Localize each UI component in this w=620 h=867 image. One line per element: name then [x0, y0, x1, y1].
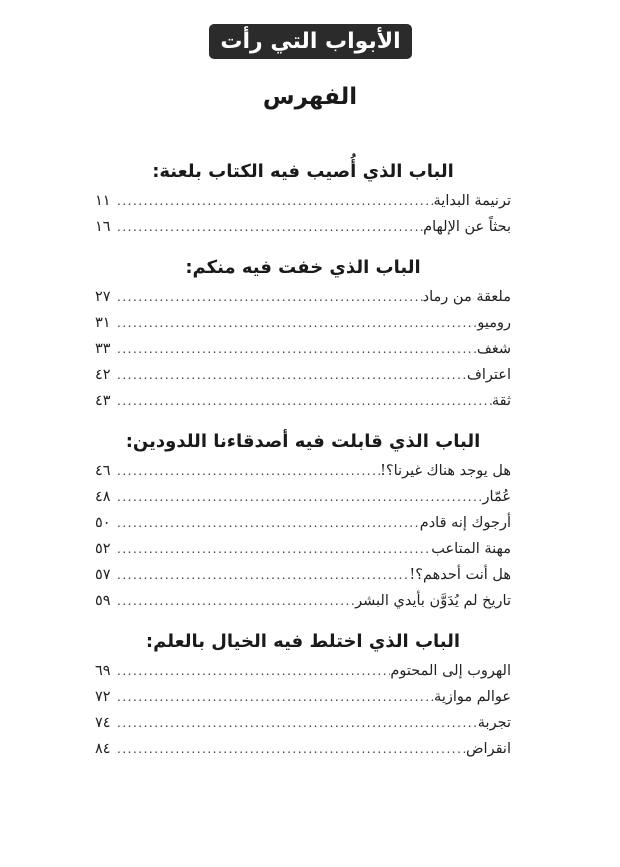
section-heading: الباب الذي اختلط فيه الخيال بالعلم: — [145, 631, 461, 652]
entry-page-number: ١١ — [95, 193, 111, 209]
entry-title: شغف — [476, 341, 511, 357]
dot-leader — [117, 188, 434, 214]
page-title: الفهرس — [262, 84, 358, 110]
entry-title: روميو — [477, 315, 511, 331]
entry-page-number: ٢٧ — [95, 289, 111, 305]
toc-section — [95, 156, 511, 240]
entry-title: ملعقة من رماد — [422, 289, 511, 305]
entry-title: مهنة المتاعب — [431, 541, 511, 557]
toc-section — [95, 626, 511, 762]
entry-title: تاريخ لم يُدَوَّن بأيدي البشر — [355, 593, 511, 609]
entry-page-number: ٤٢ — [95, 367, 111, 383]
toc-entry[interactable] — [95, 336, 511, 362]
entry-title: عُمّار — [482, 489, 511, 505]
entry-title: عوالم موازية — [434, 689, 511, 705]
dot-leader — [117, 458, 380, 484]
dot-leader — [117, 710, 478, 736]
toc-entry[interactable] — [95, 658, 511, 684]
entry-title: تجربة — [477, 715, 511, 731]
table-of-contents — [95, 156, 511, 774]
entry-page-number: ١٦ — [95, 219, 111, 235]
entry-title: انقراض — [466, 741, 511, 757]
entry-page-number: ٣١ — [95, 315, 111, 331]
entry-page-number: ٥٩ — [95, 593, 111, 609]
entry-title: ثقة — [491, 393, 511, 409]
dot-leader — [117, 284, 423, 310]
entry-page-number: ٨٤ — [95, 741, 111, 757]
entry-page-number: ٤٨ — [95, 489, 111, 505]
entry-title: اعتراف — [466, 367, 511, 383]
entry-page-number: ٦٩ — [95, 663, 111, 679]
toc-section — [95, 252, 511, 414]
entry-title: هل يوجد هناك غيرنا؟! — [380, 463, 511, 479]
toc-entry[interactable] — [95, 588, 511, 614]
entry-title: أرجوك إنه قادم — [419, 515, 511, 531]
entry-title: الهروب إلى المحتوم — [390, 663, 511, 679]
section-heading: الباب الذي قابلت فيه أصدقاءنا اللدودين: — [125, 431, 481, 452]
toc-entry[interactable] — [95, 536, 511, 562]
dot-leader — [117, 684, 434, 710]
entry-page-number: ٤٦ — [95, 463, 111, 479]
dot-leader — [117, 536, 431, 562]
dot-leader — [117, 736, 466, 762]
toc-entry[interactable] — [95, 562, 511, 588]
entry-title: بحثاً عن الإلهام — [423, 219, 511, 235]
toc-entry[interactable] — [95, 484, 511, 510]
toc-entry[interactable] — [95, 214, 511, 240]
toc-entry[interactable] — [95, 684, 511, 710]
dot-leader — [117, 658, 390, 684]
dot-leader — [117, 562, 409, 588]
toc-entry[interactable] — [95, 458, 511, 484]
toc-section — [95, 426, 511, 614]
dot-leader — [117, 336, 477, 362]
toc-entry[interactable] — [95, 736, 511, 762]
dot-leader — [117, 362, 467, 388]
book-title-badge: الأبواب التي رأت — [209, 24, 412, 59]
section-heading: الباب الذي أُصيب فيه الكتاب بلعنة: — [152, 161, 454, 182]
toc-entry[interactable] — [95, 284, 511, 310]
toc-entry[interactable] — [95, 388, 511, 414]
entry-page-number: ٤٣ — [95, 393, 111, 409]
dot-leader — [117, 388, 492, 414]
entry-page-number: ٥٠ — [95, 515, 111, 531]
entry-page-number: ٧٤ — [95, 715, 111, 731]
entry-page-number: ٥٢ — [95, 541, 111, 557]
dot-leader — [117, 510, 420, 536]
entry-page-number: ٣٣ — [95, 341, 111, 357]
dot-leader — [117, 214, 423, 240]
section-heading: الباب الذي خفت فيه منكم: — [185, 257, 421, 278]
toc-entry[interactable] — [95, 710, 511, 736]
dot-leader — [117, 484, 483, 510]
entry-page-number: ٥٧ — [95, 567, 111, 583]
toc-entry[interactable] — [95, 310, 511, 336]
toc-entry[interactable] — [95, 362, 511, 388]
dot-leader — [117, 310, 477, 336]
toc-entry[interactable] — [95, 510, 511, 536]
dot-leader — [117, 588, 355, 614]
entry-title: هل أنت أحدهم؟! — [409, 567, 511, 583]
entry-page-number: ٧٢ — [95, 689, 111, 705]
entry-title: ترنيمة البداية — [433, 193, 511, 209]
toc-entry[interactable] — [95, 188, 511, 214]
